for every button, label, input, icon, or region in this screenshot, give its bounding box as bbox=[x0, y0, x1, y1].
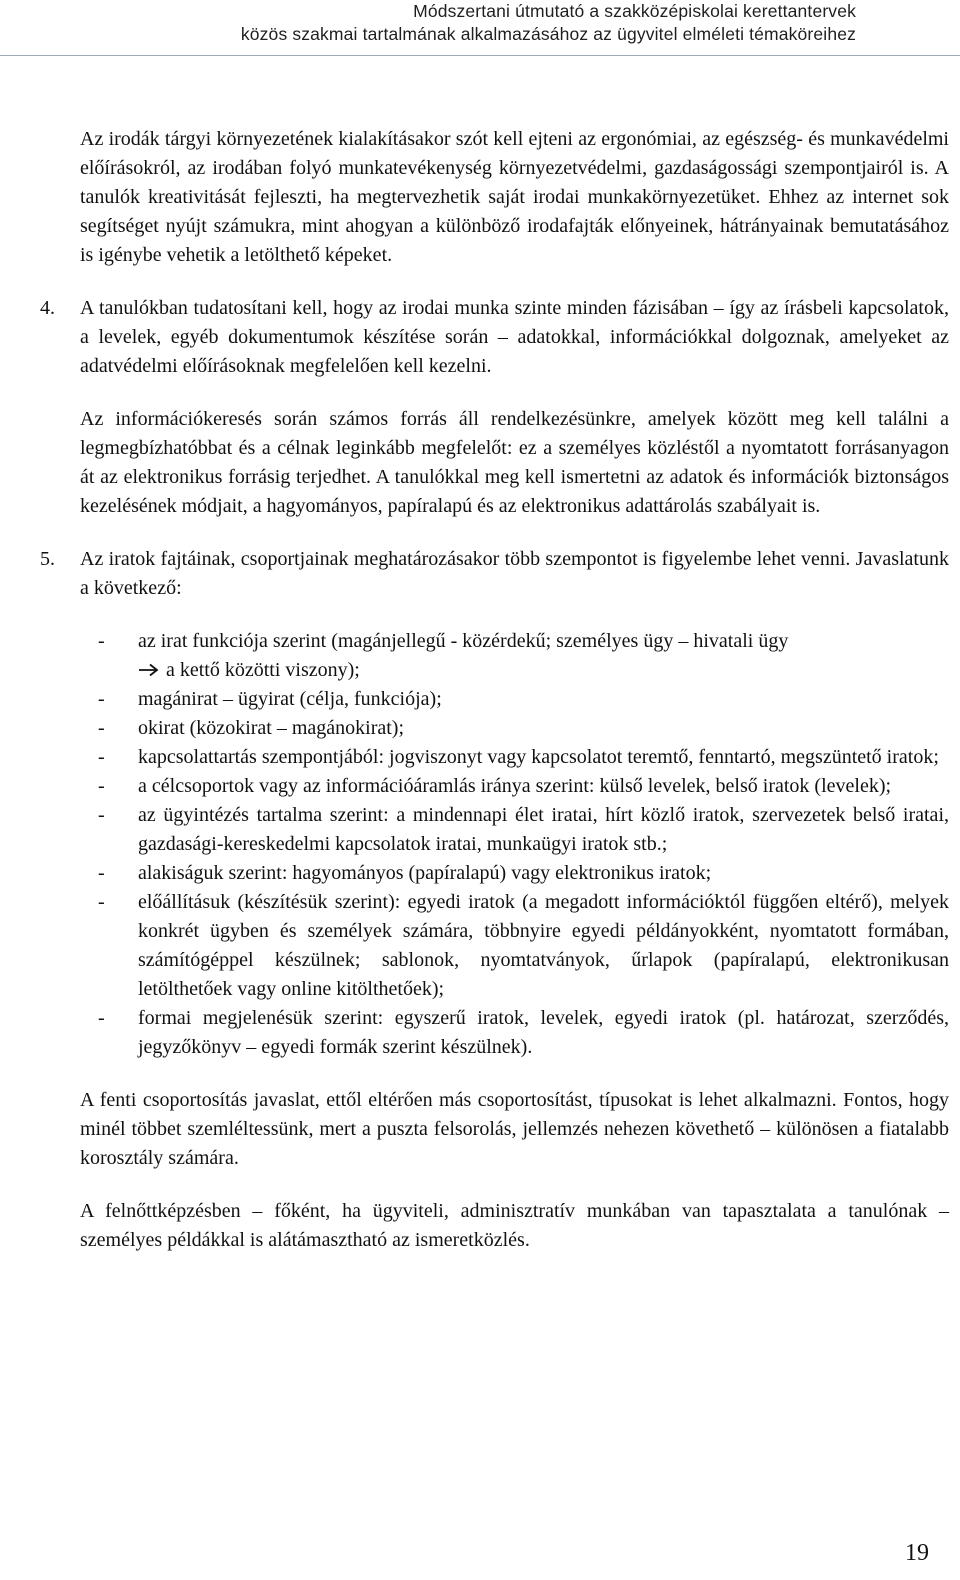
document-body bbox=[40, 125, 949, 1255]
page-header bbox=[0, 0, 960, 46]
list-item-text: az ügyintézés tartalma szerint: a mindennapi élet iratai, hírt közlő iratok, szervezetek belső iratai, gazdasági-kereskedelmi kapcsolatok iratai, munkaügyi iratok stb.; bbox=[138, 804, 949, 855]
list-dash: - bbox=[98, 1007, 105, 1029]
paragraph-office-environment: Az irodák tárgyi környezetének kialakításakor szót kell ejteni az ergonómiai, az egészség- és munkavédelmi előírásokról, az irodában folyó munkatevékenység környezetvédelmi, gazdaságossági szempontjairól is. A tanulók kreativitását fejleszti, ha megtervezhetik saját irodai munkakörnyezetüket. Ehhez az internet sok segítséget nyújt számukra, mint ahogyan a különböző irodafajták előnyeinek, hátrányainak bemutatásához is igénybe vehetik a letölthető képeket. bbox=[80, 128, 949, 266]
right-arrow-icon bbox=[138, 663, 160, 677]
list-item bbox=[80, 714, 949, 743]
list-item-text: okirat (közokirat – magánokirat); bbox=[138, 717, 405, 739]
list-dash: - bbox=[98, 630, 105, 652]
list-dash: - bbox=[98, 775, 105, 797]
paragraph-number-4: 4. bbox=[40, 297, 55, 319]
numbered-paragraph-4 bbox=[40, 294, 949, 381]
header-divider bbox=[0, 55, 960, 56]
list-dash: - bbox=[98, 891, 105, 913]
numbered-paragraph-5 bbox=[40, 545, 949, 603]
page-number: 19 bbox=[905, 1540, 929, 1566]
paragraph-adult-education: A felnőttképzésben – főként, ha ügyviteli, adminisztratív munkában van tapasztalata a tanulónak – személyes példákkal is alátámasztható az ismeretközlés. bbox=[80, 1200, 949, 1251]
list-item-text: magánirat – ügyirat (célja, funkciója); bbox=[138, 688, 442, 710]
header-title-line-2: közös szakmai tartalmának alkalmazásához az ügyvitel elméleti témaköreihez bbox=[240, 24, 856, 44]
list-dash: - bbox=[98, 688, 105, 710]
list-item-text: formai megjelenésük szerint: egyszerű iratok, levelek, egyedi iratok (pl. határozat, szerződés, jegyzőkönyv – egyedi formák szerint készülnek). bbox=[138, 1007, 949, 1058]
list-item-text: kapcsolattartás szempontjából: jogviszonyt vagy kapcsolatot teremtő, fenntartó, megszüntető iratok; bbox=[138, 746, 939, 768]
list-item-text: a célcsoportok vagy az információáramlás iránya szerint: külső levelek, belső iratok (levelek); bbox=[138, 775, 892, 797]
list-dash: - bbox=[98, 746, 105, 768]
paragraph-information-search: Az információkeresés során számos forrás áll rendelkezésünkre, amelyek között meg kell találni a legmegbízhatóbbat és a célnak leginkább megfelelőt: ez a személyes közléstől a nyomtatott forrásanyagon át az elektronikus forrásig terjedhet. A tanulókkal meg kell ismertetni az adatok és információk biztonságos kezelésének módjait, a hagyományos, papíralapú és az elektronikus adattárolás szabályait is. bbox=[80, 408, 949, 517]
list-item-text: az irat funkciója szerint (magánjellegű - közérdekű; személyes ügy – hivatali ügy bbox=[138, 630, 789, 652]
list-dash: - bbox=[98, 862, 105, 884]
paragraph-number-5: 5. bbox=[40, 548, 55, 570]
list-item bbox=[80, 1004, 949, 1062]
list-item bbox=[80, 801, 949, 859]
list-dash: - bbox=[98, 717, 105, 739]
list-item bbox=[80, 743, 949, 772]
list-item-text: alakiságuk szerint: hagyományos (papíralapú) vagy elektronikus iratok; bbox=[138, 862, 712, 884]
list-item-text: előállításuk (készítésük szerint): egyedi iratok (a megadott információktól függően eltérő), melyek konkrét ügyben és személyek számára, többnyire egyedi példányokként, nyomtatott formában, számítógéppel készülnek; sablonok, nyomtatványok, űrlapok (papíralapú, elektronikusan letölthetőek vagy online kitölthetőek); bbox=[138, 891, 949, 1000]
paragraph-grouping-note: A fenti csoportosítás javaslat, ettől eltérően más csoportosítást, típusokat is lehet alkalmazni. Fontos, hogy minél többet szemléltessünk, mert a puszta felsorolás, jellemzés nehezen követhető – különösen a fiatalabb korosztály számára. bbox=[80, 1089, 949, 1169]
document-types-list bbox=[80, 627, 949, 1062]
paragraph-data-protection: A tanulókban tudatosítani kell, hogy az irodai munka szinte minden fázisában – így az írásbeli kapcsolatok, a levelek, egyéb dokumentumok készítése során – adatokkal, információkkal dolgoznak, amelyeket az adatvédelmi előírásoknak megfelelően kell kezelni. bbox=[80, 297, 949, 377]
list-item bbox=[80, 772, 949, 801]
list-item bbox=[80, 627, 949, 685]
paragraph-document-types: Az iratok fajtáinak, csoportjainak meghatározásakor több szempontot is figyelembe lehet venni. Javaslatunk a következő: bbox=[80, 548, 949, 599]
list-item bbox=[80, 859, 949, 888]
list-item-text: a kettő közötti viszony); bbox=[166, 659, 360, 681]
list-item bbox=[80, 685, 949, 714]
list-item bbox=[80, 888, 949, 1004]
header-title-line-1: Módszertani útmutató a szakközépiskolai kerettantervek bbox=[413, 1, 856, 21]
list-dash: - bbox=[98, 804, 105, 826]
